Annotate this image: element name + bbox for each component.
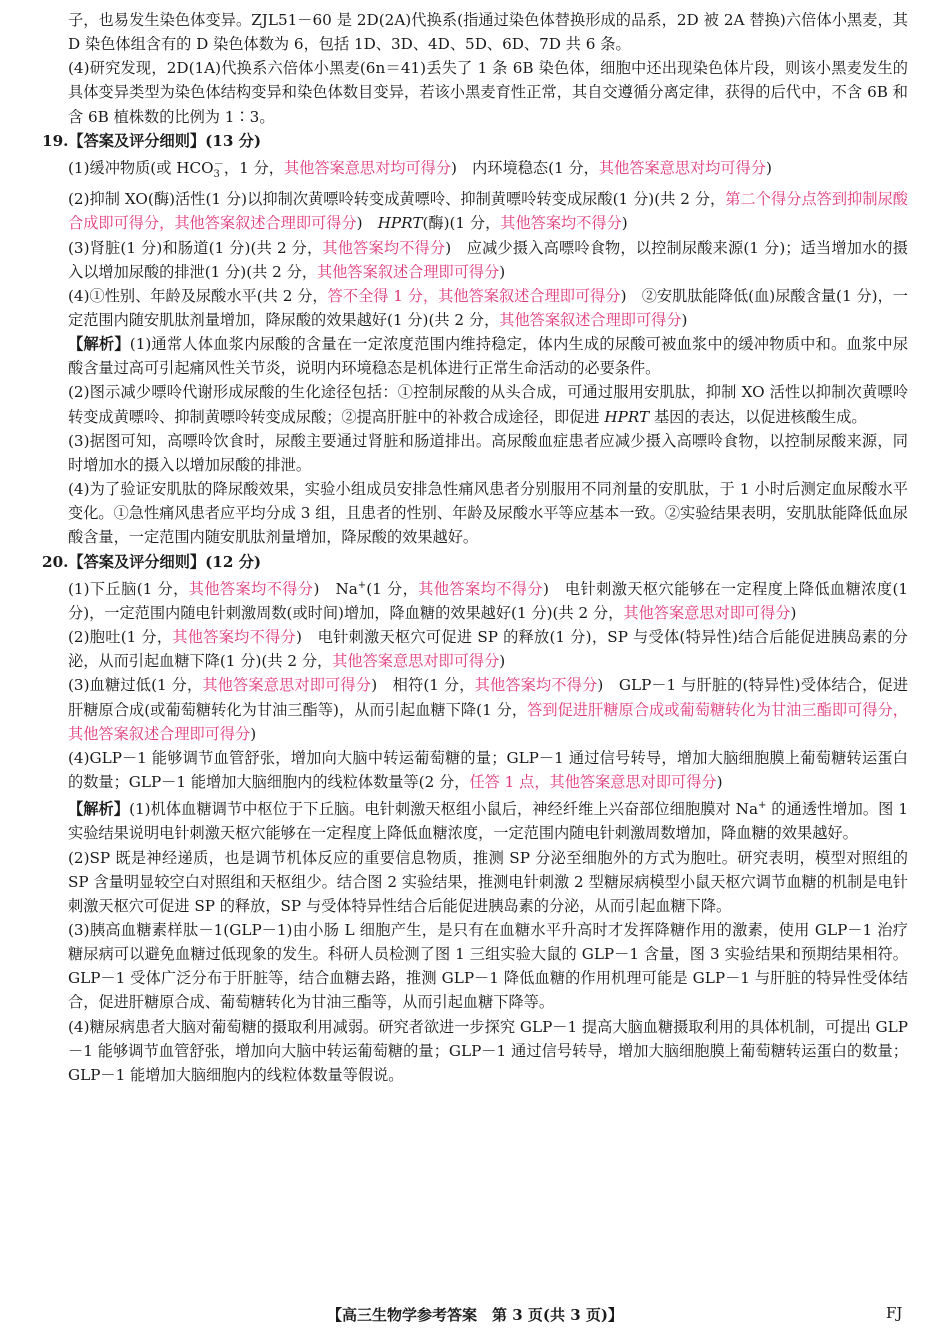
q20-analysis-3: (3)胰高血糖素样肽－1(GLP－1)由小肠 L 细胞产生，是只有在血糖水平升高时才发挥降糖作用的激素，使用 GLP－1 治疗糖尿病可以避免血糖过低现象的发生。科研人员检测了图 1 三组实验大鼠的 GLP－1 含量，图 3 实验结果和预期结果相符。GLP－1 受体广泛分布于肝脏等，结合血糖去路，推测 GLP－1 降低血糖的作用机理可能是 GLP－1 与肝脏的特异性受体结合，促进肝糖原合成、葡萄糖转化为甘油三酯等，从而引起血糖下降等。 — [68, 921, 908, 1012]
q20-answer-4: (4)GLP－1 能够调节血管舒张，增加向大脑中转运葡萄糖的量；GLP－1 通过信号转导，增加大脑细胞膜上葡萄糖转运蛋白的数量；GLP－1 能增加大脑细胞内的线粒体数量等(2 分，任答 1 点，其他答案意思对即可得分) — [68, 748, 908, 791]
q20-answer-1: (1)下丘脑(1 分，其他答案均不得分) Na+(1 分，其他答案均不得分) 电针刺激天枢穴能够在一定程度上降低血糖浓度(1 分)，一定范围内随电针刺激周数(或时间)增加，降血糖的效果越好(1 分)(共 2 分，其他答案意思对即可得分) — [68, 579, 909, 622]
analysis-label: 【解析】 — [68, 335, 130, 354]
score-note: 其他答案均不得分 — [188, 579, 314, 598]
q19-answer-2: (2)抑制 XO(酶)活性(1 分)以抑制次黄嘌呤转变成黄嘌呤、抑制黄嘌呤转变成尿酸(1 分)(共 2 分，第二个得分点答到抑制尿酸合成即可得分，其他答案叙述合理即可得分) HPRT(酶)(1 分，其他答案均不得分) — [68, 190, 908, 233]
analysis-label: 【解析】 — [68, 800, 130, 819]
q19-analysis-3: (3)据图可知，高嘌呤饮食时，尿酸主要通过肾脏和肠道排出。高尿酸血症患者应减少摄入高嘌呤食物，以控制尿酸来源，同时增加水的摄入以增加尿酸的排泄。 — [68, 431, 908, 474]
score-note: 其他答案均不得分 — [500, 214, 622, 233]
score-note: 其他答案均不得分 — [418, 579, 543, 598]
score-note: 其他答案均不得分 — [322, 238, 446, 257]
q20-answer-3: (3)血糖过低(1 分，其他答案意思对即可得分) 相符(1 分，其他答案均不得分) GLP－1 与肝脏的(特异性)受体结合，促进肝糖原合成(或葡萄糖转化为甘油三酯等)，从而引起血糖下降(1 分，答到促进肝糖原合成或葡萄糖转化为甘油三酯即可得分，其他答案叙述合理即可得分) — [68, 676, 909, 743]
page-footer: 【高三生物学参考答案 第 3 页(共 3 页)】 — [327, 1306, 623, 1324]
score-note: 其他答案意思对即可得分 — [202, 676, 372, 695]
score-note: 其他答案叙述合理即可得分 — [317, 262, 500, 281]
q20-analysis-1: 【解析】(1)机体血糖调节中枢位于下丘脑。电针刺激天枢组小鼠后，神经纤维上兴奋部位细胞膜对 Na+ 的通透性增加。图 1 实验结果说明电针刺激天枢穴能够在一定程度上降低血糖浓度，一定范围内随电针刺激周数增加，降血糖的效果越好。 — [68, 800, 908, 843]
score-note: 其他答案叙述合理即可得分 — [499, 310, 682, 329]
q19-analysis-4: (4)为了验证安肌肽的降尿酸效果，实验小组成员安排急性痛风患者分别服用不同剂量的安肌肽，于 1 小时后测定血尿酸水平变化。①急性痛风患者应平均分成 3 组，且患者的性别、年龄及尿酸水平等应基本一致。②实验结果表明，安肌肽能降低血尿酸含量，一定范围内随安肌肽剂量增加，降尿酸的效果越好。 — [68, 480, 908, 547]
q19-heading: 19.【答案及评分细则】(13 分) — [42, 131, 262, 150]
intro-paragraph-1: 子，也易发生染色体变异。ZJL51－60 是 2D(2A)代换系(指通过染色体替换形成的品系，2D 被 2A 替换)六倍体小黑麦，其 D 染色体组含有的 D 染色体数为 6，包括 1D、3D、4D、5D、6D、7D 共 6 条。 — [68, 11, 908, 54]
score-note: 其他答案意思对即可得分 — [332, 652, 500, 671]
q19-analysis-2: (2)图示减少嘌呤代谢形成尿酸的生化途径包括：①控制尿酸的从头合成，可通过服用安肌肽，抑制 XO 活性以抑制次黄嘌呤转变成黄嘌呤、抑制黄嘌呤转变成尿酸；②提高肝脏中的补救合成途径，即促进 HPRT 基因的表达，以促进核酸生成。 — [68, 383, 908, 426]
intro-paragraph-2: (4)研究发现，2D(1A)代换系六倍体小黑麦(6n＝41)丢失了 1 条 6B 染色体，细胞中还出现染色体片段，则该小黑麦发生的具体变异类型为染色体结构变异和染色体数目变异，若该小黑麦育性正常，其自交遵循分离定律，获得的后代中，不含 6B 和含 6B 植株数的比例为 1∶3。 — [68, 59, 908, 126]
score-note: 任答 1 点，其他答案意思对即可得分 — [469, 773, 717, 791]
score-note: 其他答案意思对均可得分 — [283, 159, 452, 177]
score-note: 其他答案意思对均可得分 — [598, 159, 766, 177]
q20-heading: 20.【答案及评分细则】(12 分) — [42, 552, 262, 571]
q19-answer-1: (1)缓冲物质(或 $HCO_3^-$，1 分，其他答案意思对均可得分) 内环境稳态(1 分，其他答案意思对均可得分) — [68, 158, 772, 181]
answer-document — [42, 8, 909, 1087]
region-code: FJ — [886, 1304, 903, 1322]
q19-answer-4: (4)①性别、年龄及尿酸水平(共 2 分，答不全得 1 分，其他答案叙述合理即可得分) ②安肌肽能降低(血)尿酸含量(1 分)，一定范围内随安肌肽剂量增加，降尿酸的效果越好(1 分)(共 2 分，其他答案叙述合理即可得分) — [68, 286, 908, 329]
score-note: 其他答案均不得分 — [474, 676, 598, 695]
score-note: 其他答案均不得分 — [172, 628, 297, 647]
q20-analysis-4: (4)糖尿病患者大脑对葡萄糖的摄取利用减弱。研究者欲进一步探究 GLP－1 提高大脑血糖摄取利用的具体机制，可提出 GLP－1 能够调节血管舒张，增加向大脑中转运葡萄糖的量；GLP－1 通过信号转导，增加大脑细胞膜上葡萄糖转运蛋白的数量；GLP－1 能增加大脑细胞内的线粒体数量等假说。 — [68, 1017, 908, 1084]
score-note: 答不全得 1 分，其他答案叙述合理即可得分 — [327, 286, 621, 305]
q20-answer-2: (2)胞吐(1 分，其他答案均不得分) 电针刺激天枢穴可促进 SP 的释放(1 分)，SP 与受体(特异性)结合后能促进胰岛素的分泌，从而引起血糖下降(1 分)(共 2 分，其他答案意思对即可得分) — [68, 628, 908, 671]
q19-answer-3: (3)肾脏(1 分)和肠道(1 分)(共 2 分，其他答案均不得分) 应减少摄入高嘌呤食物，以控制尿酸来源(1 分)；适当增加水的摄入以增加尿酸的排泄(1 分)(共 2 分，其他答案叙述合理即可得分) — [68, 238, 908, 281]
score-note: 第二个得分点答到抑制尿酸合成即可得分，其他答案叙述合理即可得分 — [68, 190, 908, 233]
score-note: 答到促进肝糖原合成或葡萄糖转化为甘油三酯即可得分，其他答案叙述合理即可得分 — [68, 700, 908, 743]
q20-analysis-2: (2)SP 既是神经递质，也是调节机体反应的重要信息物质，推测 SP 分泌至细胞外的方式为胞吐。研究表明，模型对照组的 SP 含量明显较空白对照组和天枢组少。结合图 2 实验结果，推测电针刺激 2 型糖尿病模型小鼠天枢穴调节血糖的机制是电针刺激天枢穴可促进 SP 的释放，SP 与受体特异性结合后能促进胰岛素的分泌，从而引起血糖下降。 — [68, 848, 908, 915]
score-note: 其他答案意思对即可得分 — [623, 603, 791, 622]
q19-analysis-1: 【解析】(1)通常人体血浆内尿酸的含量在一定浓度范围内维持稳定，体内生成的尿酸可被血浆中的缓冲物质中和。血浆中尿酸含量过高可引起痛风性关节炎，说明内环境稳态是机体进行正常生命活动的必要条件。 — [68, 335, 909, 378]
